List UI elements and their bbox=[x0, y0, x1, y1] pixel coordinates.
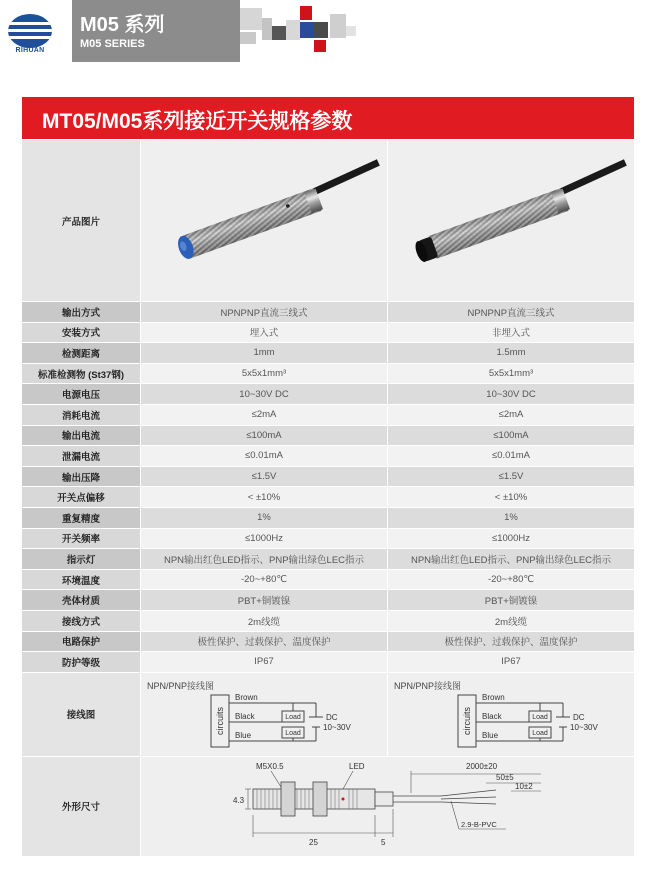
blue-label: Blue bbox=[482, 730, 499, 740]
black-label: Black bbox=[482, 711, 502, 721]
spec-table bbox=[22, 140, 634, 857]
load-label-2: Load bbox=[285, 729, 301, 737]
wiring-caption: NPN/PNP接线图 bbox=[147, 680, 215, 691]
spec-row bbox=[22, 590, 634, 611]
spec-value-flush: ≤100mA bbox=[140, 426, 387, 446]
dc-range-label: 10~30V bbox=[570, 722, 598, 732]
spec-value-flush: ≤2mA bbox=[140, 405, 387, 425]
spec-value-flush: 极性保护、过载保护、温度保护 bbox=[140, 632, 387, 652]
cable-length-label: 2000±20 bbox=[466, 761, 498, 771]
load-label: Load bbox=[285, 713, 301, 721]
spec-row bbox=[22, 364, 634, 385]
image-row bbox=[22, 140, 634, 302]
spec-row bbox=[22, 529, 634, 550]
spec-label: 环境温度 bbox=[22, 570, 140, 590]
dimension-row bbox=[22, 757, 634, 857]
brown-label: Brown bbox=[482, 692, 505, 702]
strip-50-label: 50±5 bbox=[496, 772, 514, 782]
spec-row bbox=[22, 632, 634, 653]
dc-label: DC bbox=[326, 712, 338, 722]
spec-value-flush: 2m线缆 bbox=[140, 611, 387, 631]
spec-value-flush: NPNPNP直流三线式 bbox=[140, 302, 387, 322]
spec-value-nonflush: ≤100mA bbox=[387, 426, 634, 446]
spec-value-nonflush: 10~30V DC bbox=[387, 384, 634, 404]
strip-10-label: 10±2 bbox=[515, 781, 533, 791]
sensor-image-nonflush bbox=[388, 140, 634, 302]
spec-label: 安装方式 bbox=[22, 323, 140, 343]
spec-row bbox=[22, 446, 634, 467]
spec-row bbox=[22, 323, 634, 344]
spec-value-nonflush: 非埋入式 bbox=[387, 323, 634, 343]
spec-row bbox=[22, 426, 634, 447]
load-label-2: Load bbox=[532, 729, 548, 737]
brand-logo bbox=[8, 14, 52, 58]
spec-value-flush: ≤1000Hz bbox=[140, 529, 387, 549]
black-label: Black bbox=[235, 711, 255, 721]
spec-label: 泄漏电流 bbox=[22, 446, 140, 466]
wiring-row bbox=[22, 673, 634, 757]
spec-value-flush: -20~+80℃ bbox=[140, 570, 387, 590]
spec-label: 防护等级 bbox=[22, 652, 140, 672]
spec-value-nonflush: NPN输出红色LED指示、PNP输出绿色LEC指示 bbox=[387, 549, 634, 569]
spec-label: 输出压降 bbox=[22, 467, 140, 487]
spec-label: 指示灯 bbox=[22, 549, 140, 569]
diameter-label: 4.3 bbox=[233, 795, 245, 805]
spec-value-nonflush: ≤0.01mA bbox=[387, 446, 634, 466]
wiring-diagram-1 bbox=[140, 673, 387, 756]
spec-value-flush: 1% bbox=[140, 508, 387, 528]
cable-spec-label: 2.9-B-PVC bbox=[461, 819, 497, 829]
spec-value-nonflush: ≤1.5V bbox=[387, 467, 634, 487]
spec-label: 开关频率 bbox=[22, 529, 140, 549]
series-subtitle: M05 SERIES bbox=[80, 38, 145, 50]
circuits-label: circuits bbox=[462, 706, 472, 735]
spec-rows bbox=[22, 302, 634, 673]
spec-label: 开关点偏移 bbox=[22, 487, 140, 507]
spec-value-flush: ≤1.5V bbox=[140, 467, 387, 487]
spec-value-nonflush: -20~+80℃ bbox=[387, 570, 634, 590]
spec-row bbox=[22, 405, 634, 426]
spec-label: 标准检测物 (St37钢) bbox=[22, 364, 140, 384]
dimension-drawing bbox=[140, 757, 634, 856]
spec-label: 电源电压 bbox=[22, 384, 140, 404]
load-label: Load bbox=[532, 713, 548, 721]
spec-value-nonflush: IP67 bbox=[387, 652, 634, 672]
spec-row bbox=[22, 343, 634, 364]
series-title: M05 系列 bbox=[80, 14, 165, 36]
spec-label: 重复精度 bbox=[22, 508, 140, 528]
spec-value-flush: ≤0.01mA bbox=[140, 446, 387, 466]
brown-label: Brown bbox=[235, 692, 258, 702]
spec-value-nonflush: NPNPNP直流三线式 bbox=[387, 302, 634, 322]
spec-value-nonflush: ≤1000Hz bbox=[387, 529, 634, 549]
spec-label: 接线方式 bbox=[22, 611, 140, 631]
spec-label: 壳体材质 bbox=[22, 590, 140, 610]
spec-row bbox=[22, 508, 634, 529]
spec-value-flush: 1mm bbox=[140, 343, 387, 363]
spec-row bbox=[22, 570, 634, 591]
blue-label: Blue bbox=[235, 730, 252, 740]
spec-row bbox=[22, 384, 634, 405]
dc-range-label: 10~30V bbox=[323, 722, 351, 732]
spec-row bbox=[22, 302, 634, 323]
product-image-nonflush bbox=[387, 140, 634, 301]
spec-row bbox=[22, 652, 634, 673]
spec-row bbox=[22, 549, 634, 570]
logo-text: RIHUAN bbox=[15, 47, 45, 54]
led-label: LED bbox=[349, 761, 365, 771]
spec-value-flush: < ±10% bbox=[140, 487, 387, 507]
row-label: 外形尺寸 bbox=[22, 757, 140, 856]
length-5-label: 5 bbox=[381, 837, 386, 847]
wiring-caption: NPN/PNP接线图 bbox=[394, 680, 462, 691]
spec-label: 电路保护 bbox=[22, 632, 140, 652]
spec-value-nonflush: 2m线缆 bbox=[387, 611, 634, 631]
spec-value-nonflush: 5x5x1mm³ bbox=[387, 364, 634, 384]
series-box bbox=[72, 0, 240, 62]
product-image-flush bbox=[140, 140, 387, 301]
row-label: 产品图片 bbox=[22, 140, 140, 301]
spec-value-flush: NPN输出红色LED指示、PNP输出绿色LEC指示 bbox=[140, 549, 387, 569]
spec-label: 输出方式 bbox=[22, 302, 140, 322]
spec-row bbox=[22, 611, 634, 632]
spec-label: 检测距离 bbox=[22, 343, 140, 363]
dc-label: DC bbox=[573, 712, 585, 722]
circuits-label: circuits bbox=[215, 706, 225, 735]
spec-value-flush: 5x5x1mm³ bbox=[140, 364, 387, 384]
spec-label: 输出电流 bbox=[22, 426, 140, 446]
title-bar bbox=[22, 97, 634, 139]
spec-value-flush: 埋入式 bbox=[140, 323, 387, 343]
dimension-svg bbox=[141, 757, 634, 857]
spec-value-flush: PBT+铜镀镍 bbox=[140, 590, 387, 610]
spec-value-nonflush: 极性保护、过载保护、温度保护 bbox=[387, 632, 634, 652]
spec-label: 消耗电流 bbox=[22, 405, 140, 425]
length-25-label: 25 bbox=[309, 837, 318, 847]
spec-value-nonflush: 1% bbox=[387, 508, 634, 528]
spec-row bbox=[22, 487, 634, 508]
spec-value-flush: 10~30V DC bbox=[140, 384, 387, 404]
row-label: 接线图 bbox=[22, 673, 140, 756]
page-banner bbox=[0, 0, 655, 62]
spec-value-flush: IP67 bbox=[140, 652, 387, 672]
page-title: MT05/M05系列接近开关规格参数 bbox=[42, 110, 353, 133]
spec-value-nonflush: PBT+铜镀镍 bbox=[387, 590, 634, 610]
spec-row bbox=[22, 467, 634, 488]
spec-value-nonflush: ≤2mA bbox=[387, 405, 634, 425]
spec-value-nonflush: 1.5mm bbox=[387, 343, 634, 363]
wiring-diagram-2 bbox=[387, 673, 634, 756]
logo-globe-icon bbox=[8, 14, 52, 48]
thread-label: M5X0.5 bbox=[256, 761, 284, 771]
spec-value-nonflush: < ±10% bbox=[387, 487, 634, 507]
sensor-image-flush bbox=[141, 140, 387, 302]
